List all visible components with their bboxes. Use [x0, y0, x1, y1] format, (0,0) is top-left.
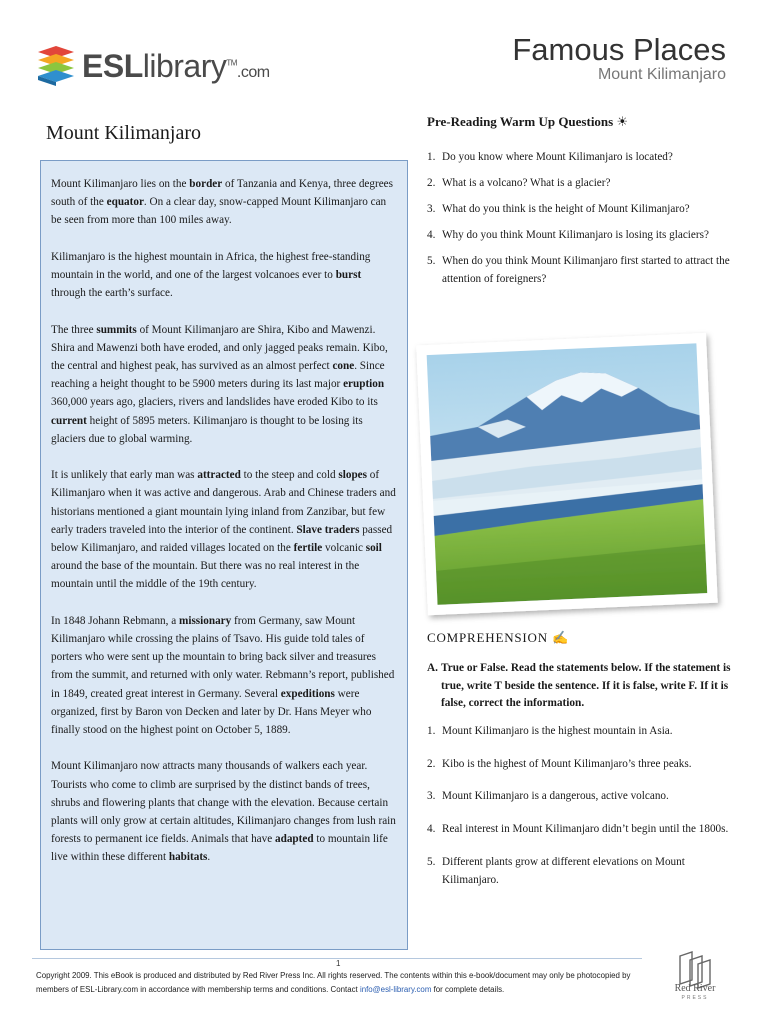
copyright-notice: Copyright 2009. This eBook is produced and distributed by Red River Press Inc. All rights reserved. The contents within this e-book/document may only be photocopied by members of ESL-Library.com in accordance with membership terms and conditions. Contact info@esl-library.com for complete details.	[36, 971, 631, 994]
header-title: Famous Places	[512, 32, 726, 67]
item-number: 4.	[427, 229, 436, 241]
publisher-name: Red River	[674, 983, 716, 994]
paragraph-text: In 1848 Johann Rebmann, a	[51, 614, 180, 627]
paragraph-text: .	[207, 851, 211, 864]
item-number: 5.	[427, 255, 436, 267]
vocabulary-word: current	[51, 414, 87, 427]
true-false-instruction: A. True or False. Read the statements below. If the statement is true, write T beside the sentence. If it is false, write F. If it is false, correct the information.	[427, 662, 731, 709]
item-text: Real interest in Mount Kilimanjaro didn’t begin until the 1800s.	[442, 823, 729, 836]
item-number: 4.	[427, 823, 436, 836]
paragraph-text: of Tanzania and Kenya, three degrees south of the	[51, 178, 393, 209]
contact-email-link[interactable]: info@esl-library.com	[359, 985, 432, 994]
paragraph-text: Mount Kilimanjaro now attracts many thousands of walkers each year. Tourists who come to climb are surprised by the distinct bands of trees, shrubs and flowering plants that change with the elevation. Because certain plants will only grow at certain altitudes, Kilimanjaro changes from lush rain forests to permanent ice fields. Animals that have	[51, 760, 396, 846]
paragraph-text: volcanic	[322, 542, 366, 555]
vocabulary-word: equator	[106, 196, 144, 209]
warmup-question	[427, 174, 737, 192]
paragraph-text: around the base of the mountain. But there was no real interest in the mountain until the middle of the 19th century.	[51, 560, 360, 591]
item-text: Mount Kilimanjaro is a dangerous, active volcano.	[442, 790, 669, 803]
paragraph-text: The three	[51, 323, 97, 336]
warmup-heading: Pre-Reading Warm Up Questions ☀	[427, 114, 629, 129]
item-text: Different plants grow at different elevations on Mount Kilimanjaro.	[442, 855, 685, 887]
paragraph-text: from Germany, saw Mount Kilimanjaro while crossing the plains of Tsavo. His guide told tales of porters who were sent up the mountain to bring back silver and treasures from the summit, and returned with only water. Rebmann’s report, published in 1849, created great interest in Germany. Several	[51, 614, 395, 700]
comprehension-statements-list	[427, 722, 737, 904]
paragraph-text: Kilimanjaro is the highest mountain in Africa, the highest free-standing mountain in the world, and one of the largest volcanoes ever to	[51, 250, 371, 281]
paragraph-text: were organized, first by Baron von Decken and later by Dr. Hans Meyer who finally stood on the highest point on October 5, 1889.	[51, 687, 372, 737]
vocabulary-word: attracted	[197, 469, 241, 482]
item-text: What do you think is the height of Mount Kilimanjaro?	[442, 203, 690, 215]
mountain-illustration-icon	[410, 325, 728, 625]
warmup-question	[427, 200, 737, 218]
reading-passage-box	[40, 160, 408, 950]
item-number: 2.	[427, 177, 436, 189]
item-text: What is a volcano? What is a glacier?	[442, 177, 611, 189]
paragraph-text: 360,000 years ago, glaciers, rivers and landslides have eroded Kibo to its	[51, 396, 378, 409]
paragraph-text: to mountain life live within these different	[51, 833, 388, 864]
item-text: Kibo is the highest of Mount Kilimanjaro’s three peaks.	[442, 757, 692, 770]
logo-wordmark: ESLlibrary™.com	[82, 48, 270, 84]
paragraph-text: It is unlikely that early man was	[51, 469, 198, 482]
reading-paragraph	[51, 248, 397, 303]
reading-paragraph	[51, 175, 397, 230]
pencil-icon: ✍	[551, 630, 569, 645]
vocabulary-word: adapted	[275, 833, 314, 846]
esl-library-logo	[34, 42, 274, 92]
paragraph-text: height of 5895 meters. Kilimanjaro is thought to be losing its glaciers due to global warming.	[51, 414, 363, 445]
vocabulary-word: soil	[365, 542, 382, 555]
paragraph-text: of Kilimanjaro when it was active and dangerous. Arab and Chinese traders and historians mentioned a giant mountain lying inland from Zanzibar, but few early traders traveled into the interior of the continent.	[51, 469, 396, 536]
warmup-question	[427, 252, 737, 288]
vocabulary-word: fertile	[293, 542, 323, 555]
item-number: 3.	[427, 790, 436, 803]
vocabulary-word: expeditions	[280, 687, 335, 700]
sun-icon: ☀	[616, 114, 629, 129]
item-text: Do you know where Mount Kilimanjaro is located?	[442, 151, 673, 163]
vocabulary-word: slopes	[338, 469, 367, 482]
header-subtitle: Mount Kilimanjaro	[597, 66, 726, 83]
comprehension-heading: COMPREHENSION ✍	[427, 630, 569, 645]
comprehension-statement	[427, 820, 737, 838]
vocabulary-word: eruption	[343, 378, 385, 391]
reading-paragraph	[51, 321, 397, 448]
vocabulary-word: border	[189, 178, 223, 190]
paragraph-text: . On a clear day, snow-capped Mount Kilimanjaro can be seen from more than 100 miles away.	[51, 196, 387, 227]
paragraph-text: Mount Kilimanjaro lies on the	[51, 178, 190, 190]
comprehension-statement	[427, 755, 737, 773]
vocabulary-word: summits	[96, 323, 137, 336]
item-number: 1.	[427, 151, 436, 163]
warmup-question	[427, 148, 737, 166]
page-number: 1	[336, 959, 341, 968]
vocabulary-word: cone	[332, 360, 355, 372]
reading-paragraph	[51, 757, 397, 866]
paragraph-text: . Since reaching a height thought to be 5900 meters during its last major	[51, 360, 385, 391]
reading-paragraph	[51, 612, 397, 739]
comprehension-statement	[427, 787, 737, 805]
reading-paragraph	[51, 466, 397, 593]
kilimanjaro-picture	[410, 325, 728, 625]
item-text: When do you think Mount Kilimanjaro first started to attract the attention of foreigners?	[442, 255, 730, 286]
reading-title: Mount Kilimanjaro	[46, 122, 201, 144]
item-number: 1.	[427, 725, 436, 737]
publisher-sub: PRESS	[681, 995, 709, 1001]
paragraph-text: to the steep and cold	[240, 469, 339, 482]
paragraph-text: through the earth’s surface.	[51, 287, 173, 300]
item-number: 5.	[427, 855, 436, 868]
vocabulary-word: habitats	[168, 851, 208, 864]
comprehension-statement	[427, 853, 737, 889]
item-text: Mount Kilimanjaro is the highest mountain in Asia.	[442, 725, 673, 737]
comprehension-statement	[427, 722, 737, 740]
vocabulary-word: missionary	[179, 614, 232, 627]
paragraph-text: passed below Kilimanjaro, and raided villages located on the	[51, 523, 393, 555]
books-logo-icon	[34, 44, 76, 88]
vocabulary-word: Slave traders	[296, 523, 360, 536]
item-number: 2.	[427, 757, 436, 770]
item-number: 3.	[427, 203, 436, 215]
vocabulary-word: burst	[335, 269, 362, 281]
warmup-question	[427, 226, 737, 244]
warmup-questions-list	[427, 148, 737, 296]
item-text: Why do you think Mount Kilimanjaro is losing its glaciers?	[442, 229, 709, 241]
paragraph-text: of Mount Kilimanjaro are Shira, Kibo and Mawenzi. Shira and Mawenzi both have eroded, and only jagged peaks remain. Kibo, the central and highest peak, has survived as an almost perfect	[51, 323, 388, 372]
